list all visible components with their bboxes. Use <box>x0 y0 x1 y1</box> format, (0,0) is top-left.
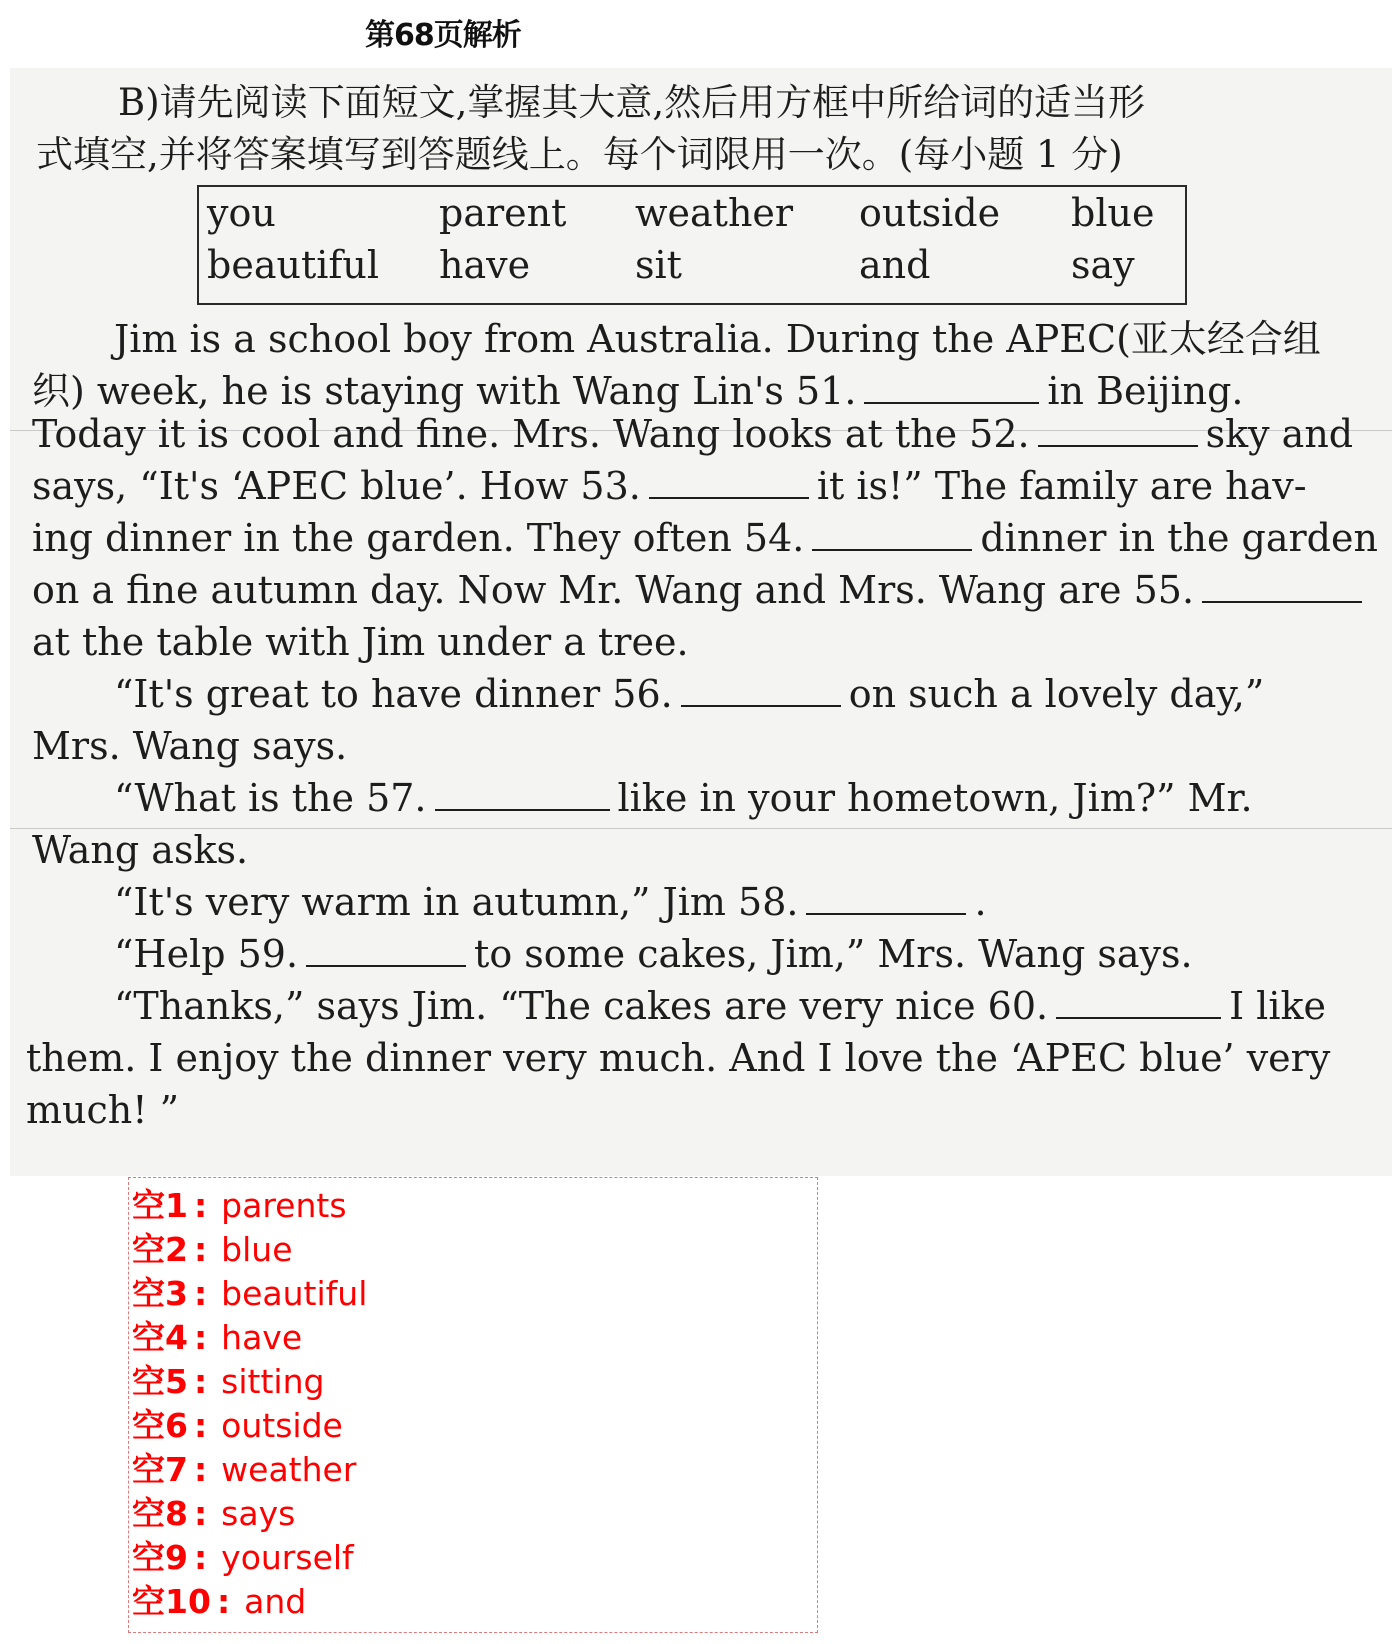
answer-colon: : <box>193 1318 208 1357</box>
answer-blank-60 <box>1056 987 1221 1019</box>
word-bank-word: and <box>859 243 931 287</box>
answer-value: yourself <box>221 1538 354 1577</box>
passage-text: in Beijing. <box>1047 369 1244 413</box>
passage-text: it is!” The family are hav- <box>816 464 1307 508</box>
word-bank-word: say <box>1071 243 1135 287</box>
passage-text: ing dinner in the garden. They often 54. <box>32 516 805 560</box>
passage-line <box>32 412 1353 456</box>
passage-line <box>32 516 1378 560</box>
answer-colon: : <box>193 1230 208 1269</box>
passage-line: Jim is a school boy from Australia. During the APEC(亚太经合组 <box>114 317 1321 361</box>
passage-text: like in your hometown, Jim?” Mr. <box>617 776 1253 820</box>
passage-line <box>32 568 1370 612</box>
answer-label: 空10 <box>132 1582 211 1621</box>
word-bank-word: beautiful <box>207 243 380 287</box>
answer-blank-51 <box>864 372 1039 404</box>
answer-value: blue <box>221 1230 293 1269</box>
passage-text: 织) week, he is staying with Wang Lin's 51. <box>32 369 857 413</box>
answer-colon: : <box>193 1274 208 1313</box>
word-bank-box <box>197 185 1187 305</box>
answer-blank-52 <box>1038 415 1198 447</box>
answer-value: says <box>221 1494 296 1533</box>
passage-text: Today it is cool and fine. Mrs. Wang looks at the 52. <box>32 412 1030 456</box>
answer-blank-53 <box>649 467 809 499</box>
answer-colon: : <box>216 1582 231 1621</box>
passage-text: “What is the 57. <box>114 776 427 820</box>
instruction-line-1: B)请先阅读下面短文,掌握其大意,然后用方框中所给词的适当形 <box>118 81 1146 124</box>
answer-item <box>132 1444 356 1488</box>
answer-item <box>132 1356 324 1400</box>
answer-key-box <box>128 1177 818 1633</box>
word-bank-word: parent <box>439 191 567 235</box>
passage-text: says, “It's ‘APEC blue’. How 53. <box>32 464 641 508</box>
answer-label: 空8 <box>132 1494 188 1533</box>
answer-colon: : <box>193 1406 208 1445</box>
answer-item <box>132 1488 295 1532</box>
answer-item <box>132 1312 302 1356</box>
instruction-line-2: 式填空,并将答案填写到答题线上。每个词限用一次。(每小题 1 分) <box>36 133 1123 176</box>
word-bank-word: sit <box>635 243 682 287</box>
answer-item <box>132 1400 343 1444</box>
answer-label: 空2 <box>132 1230 188 1269</box>
passage-line <box>114 776 1253 820</box>
answer-item <box>132 1268 367 1312</box>
passage-text: dinner in the garden <box>980 516 1378 560</box>
passage-text: “Help 59. <box>114 932 299 976</box>
answer-label: 空7 <box>132 1450 188 1489</box>
answer-label: 空6 <box>132 1406 188 1445</box>
passage-line <box>32 360 1244 415</box>
answer-blank-59 <box>306 935 466 967</box>
answer-value: and <box>244 1582 307 1621</box>
passage-line: Mrs. Wang says. <box>32 724 348 768</box>
passage-text: sky and <box>1205 412 1354 456</box>
answer-label: 空3 <box>132 1274 188 1313</box>
passage-text: to some cakes, Jim,” Mrs. Wang says. <box>474 932 1193 976</box>
answer-value: beautiful <box>221 1274 368 1313</box>
answer-value: outside <box>221 1406 343 1445</box>
passage-line: Wang asks. <box>32 828 249 872</box>
answer-label: 空4 <box>132 1318 188 1357</box>
passage-line: at the table with Jim under a tree. <box>32 620 689 664</box>
passage-line: them. I enjoy the dinner very much. And I love the ‘APEC blue’ very <box>26 1036 1331 1080</box>
word-bank-word: weather <box>635 191 794 235</box>
answer-colon: : <box>193 1362 208 1401</box>
word-bank-word: outside <box>859 191 1001 235</box>
word-bank-word: you <box>207 191 276 235</box>
passage-text: “It's great to have dinner 56. <box>114 672 673 716</box>
answer-item <box>132 1532 354 1576</box>
answer-label: 空9 <box>132 1538 188 1577</box>
answer-value: parents <box>221 1186 347 1225</box>
passage-line <box>114 984 1326 1028</box>
answer-colon: : <box>193 1494 208 1533</box>
word-bank-word: have <box>439 243 531 287</box>
answer-colon: : <box>193 1538 208 1577</box>
answer-value: have <box>221 1318 303 1357</box>
word-bank-word: blue <box>1071 191 1155 235</box>
answer-label: 空5 <box>132 1362 188 1401</box>
passage-line <box>114 932 1193 976</box>
passage-text: I like <box>1229 984 1327 1028</box>
answer-value: weather <box>221 1450 357 1489</box>
answer-item <box>132 1180 347 1224</box>
passage-line <box>32 464 1307 508</box>
answer-blank-58 <box>806 883 966 915</box>
passage-text: on a fine autumn day. Now Mr. Wang and Mrs. Wang are 55. <box>32 568 1195 612</box>
passage-text: on such a lovely day,” <box>848 672 1265 716</box>
passage-text: “Thanks,” says Jim. “The cakes are very nice 60. <box>114 984 1049 1028</box>
passage-line <box>114 880 987 924</box>
answer-blank-55 <box>1202 571 1362 603</box>
answer-colon: : <box>193 1450 208 1489</box>
answer-blank-57 <box>435 779 610 811</box>
passage-text: “It's very warm in autumn,” Jim 58. <box>114 880 799 924</box>
scanned-exercise <box>10 68 1392 1176</box>
passage-line: much! ” <box>26 1088 180 1132</box>
answer-blank-56 <box>681 675 841 707</box>
answer-label: 空1 <box>132 1186 188 1225</box>
page-title: 第68页解析 <box>365 18 521 53</box>
answer-item <box>132 1224 293 1268</box>
answer-item <box>132 1576 306 1620</box>
answer-colon: : <box>193 1186 208 1225</box>
answer-blank-54 <box>812 519 972 551</box>
answer-value: sitting <box>221 1362 325 1401</box>
passage-text: . <box>974 880 987 924</box>
passage-line <box>114 672 1264 716</box>
